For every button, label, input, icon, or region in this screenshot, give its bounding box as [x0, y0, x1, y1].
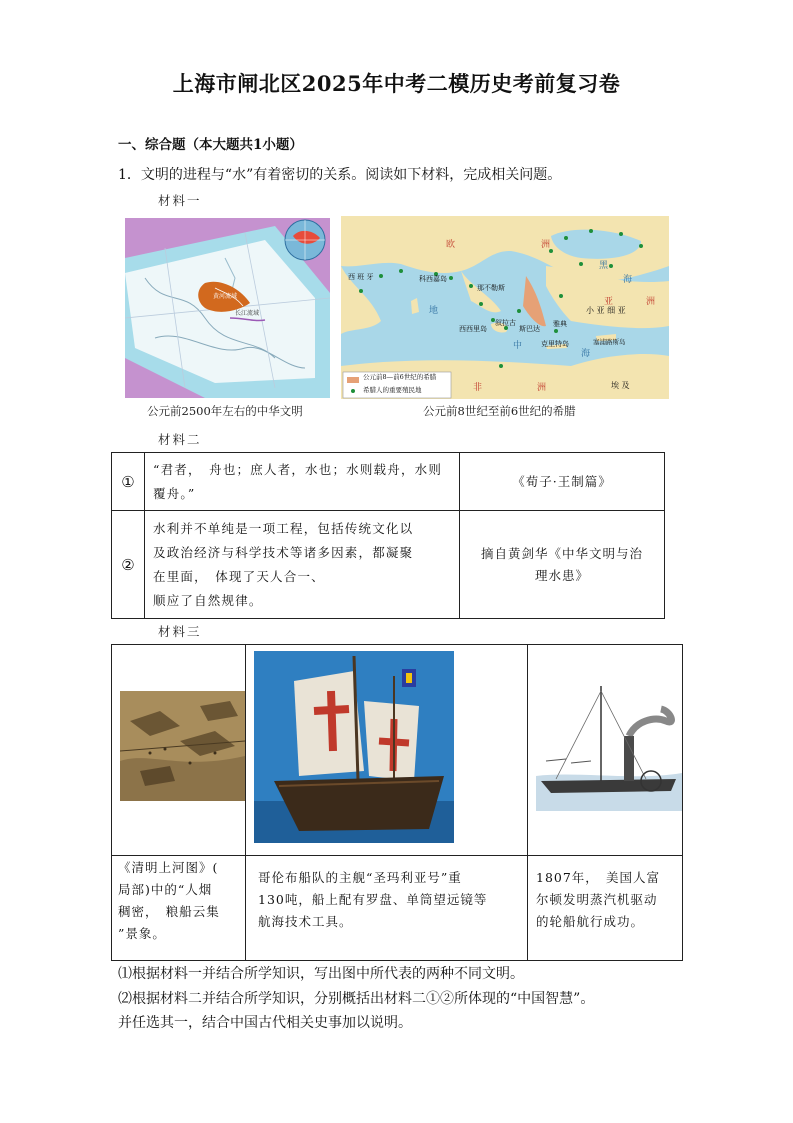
- map-label-med-2: 中: [513, 341, 523, 351]
- map-label-egypt: 埃 及: [611, 381, 630, 390]
- row-number: ①: [112, 453, 145, 511]
- page-title: 上海市闸北区2025年中考二模历史考前复习卷: [172, 71, 621, 96]
- ship-caption: 哥伦布船队的主舰“圣玛利亚号”重 130吨，船上配有罗盘、单筒望远镜等 航海技术工具。: [258, 870, 488, 929]
- map-label-corsica: 科西嘉岛: [419, 275, 447, 283]
- material-2-table: [111, 452, 665, 619]
- quote-line: 顺应了自然规律。: [153, 592, 263, 608]
- table-row: [112, 511, 665, 619]
- sub-question-2-cont: 并任选其一，结合中国古代相关史事加以说明。: [118, 1015, 412, 1031]
- yellow-river-label: 黄河流域: [213, 293, 238, 300]
- section-heading: 一、综合题（本大题共1小题）: [118, 137, 303, 153]
- map-label-crete: 克里特岛: [541, 340, 569, 348]
- china-civilization-map: [125, 218, 330, 398]
- china-map-caption: 公元前2500年左右的中华文明: [147, 404, 303, 418]
- map-label-black-sea-1: 黑: [599, 261, 609, 271]
- qingming-painting-image: [120, 691, 245, 801]
- sub-question-2: ⑵根据材料二并结合所学知识，分别概括出材料二①②所体现的“中国智慧”。: [118, 991, 595, 1007]
- map-label-cyprus: 塞浦路斯岛: [593, 338, 626, 346]
- quote-line: 及政治经济与科学技术等诸多因素，都凝聚: [153, 544, 414, 560]
- map-label-africa-1: 非: [473, 383, 483, 393]
- material-3-label: 材料三: [158, 624, 202, 639]
- fulton-steamboat-image: [536, 681, 682, 811]
- map-label-naples: 那不勒斯: [477, 284, 505, 292]
- quote-line: 在里面， 体现了天人合一、: [153, 568, 325, 584]
- map-label-syracuse: 叙拉古: [495, 319, 516, 327]
- table-row: [112, 453, 665, 511]
- greece-map-caption: 公元前8世纪至前6世纪的希腊: [423, 404, 576, 418]
- question-1-stem: 1．文明的进程与“水”有着密切的关系。阅读如下材料，完成相关问题。: [118, 167, 562, 183]
- quote-line: 水利并不单纯是一项工程，包括传统文化以: [153, 520, 414, 536]
- map-label-asia-minor: 小 亚 细 亚: [586, 306, 626, 315]
- map-label-athens: 雅典: [553, 320, 567, 328]
- map-label-black-sea-2: 海: [623, 275, 633, 285]
- greece-legend-colony: 希腊人的重要殖民地: [363, 386, 422, 394]
- painting-caption: 《清明上河图》( 局部)中的“人烟 稠密， 粮船云集 ”景象。: [118, 860, 220, 941]
- material-1-label: 材料一: [158, 193, 202, 208]
- row-source: 《荀子·王制篇》: [460, 453, 665, 511]
- santa-maria-ship-image: [254, 651, 454, 843]
- map-label-africa-2: 洲: [537, 383, 547, 393]
- row-number: ②: [112, 511, 145, 619]
- yangtze-river-label: 长江流域: [235, 310, 260, 317]
- map-label-asia-2: 洲: [646, 297, 656, 307]
- map-label-sicily: 西西里岛: [459, 325, 487, 333]
- greece-colonies-map: [341, 216, 669, 399]
- map-label-sparta: 斯巴达: [519, 325, 540, 333]
- map-label-europe-1: 欧: [446, 240, 456, 250]
- map-label-med-3: 海: [581, 349, 591, 359]
- source-line: 摘自黄剑华《中华文明与治: [480, 545, 643, 561]
- row-quote: [145, 511, 460, 619]
- source-line: 理水患》: [534, 567, 589, 583]
- map-label-asia-1: 亚: [604, 297, 614, 307]
- steamboat-caption: 1807年， 美国人富 尔顿发明蒸汽机驱动 的轮船航行成功。: [536, 870, 661, 929]
- row-source: [460, 511, 665, 619]
- map-label-spain: 西 班 牙: [348, 273, 374, 281]
- greece-legend-area: 公元前8—前6世纪的希腊: [363, 373, 437, 381]
- map-label-europe-2: 洲: [541, 240, 551, 250]
- map-label-med-1: 地: [429, 306, 439, 316]
- material-2-label: 材料二: [158, 432, 202, 447]
- sub-question-1: ⑴根据材料一并结合所学知识，写出图中所代表的两种不同文明。: [118, 966, 524, 982]
- material-3-table: [111, 644, 683, 961]
- row-quote: “君者， 舟也；庶人者，水也；水则载舟，水则覆舟。”: [145, 453, 460, 511]
